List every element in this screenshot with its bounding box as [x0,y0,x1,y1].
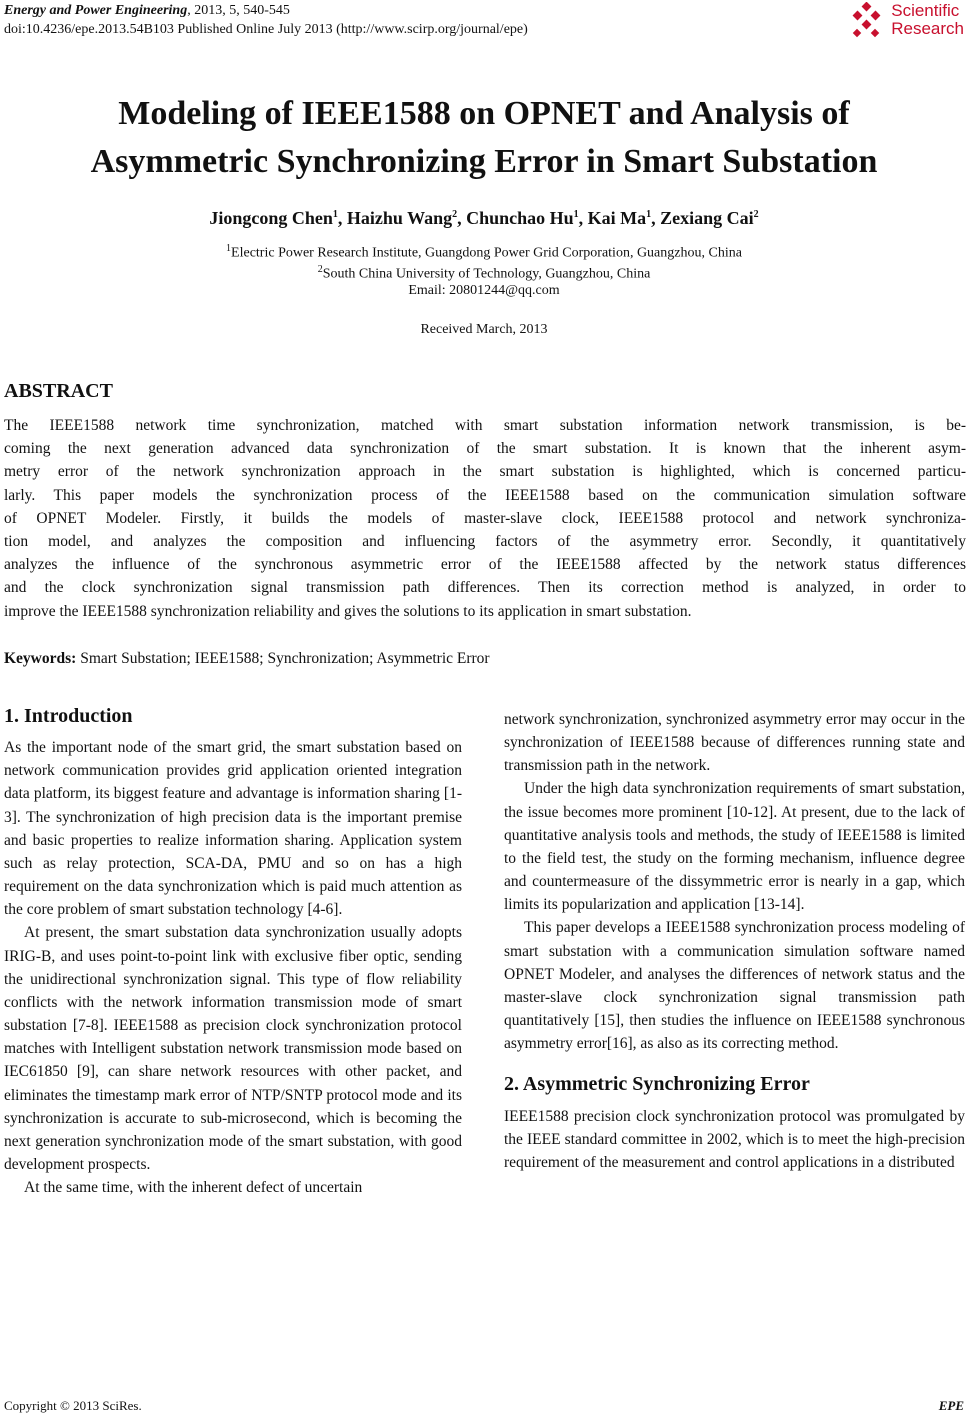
abstract-line: improve the IEEE1588 synchronization reliability and gives the solutions to its application in smart substation. [4,602,692,620]
paragraph: network synchronization, synchronized asymmetry error may occur in the synchronization of IEEE1588 because of differences running state and transmission path in the network. [504,711,965,775]
paragraph: At the same time, with the inherent defect of uncertain [24,1179,363,1197]
author: Jiongcong Chen$^1$ [209,208,338,228]
author: Zexiang Cai$^2$ [660,208,759,228]
doi-line: doi:10.4236/epe.2013.54B103 Published Online July 2013 (http://www.scirp.org/journal/epe) [4,22,528,37]
author: Kai Ma$^1$ [587,208,652,228]
author: Chunchao Hu$^1$ [466,208,579,228]
paper-title: Modeling of IEEE1588 on OPNET and Analysis of Asymmetric Synchronizing Error in Smart Substation [90,95,878,180]
journal-header [4,2,290,20]
paragraph: IEEE1588 precision clock synchronization protocol was promulgated by the IEEE standard committee in 2002, which is to meet the high-precision requirement of the measurement and control applications in a distributed [504,1107,965,1171]
logo-wordmark: Scientific Research [891,1,964,38]
author: Haizhu Wang$^2$ [346,208,458,228]
abstract-heading: ABSTRACT [4,380,113,402]
volume-info: , 2013, 5, 540-545 [187,3,290,18]
abstract-line: analyzes the influence of the synchronous asymmetric error of the IEEE1588 affected by the network status differences [4,556,966,574]
affiliation-1: $^1$Electric Power Research Institute, Guangdong Power Grid Corporation, Guangzhou, China [226,243,742,261]
abstract-line: of OPNET Modeler. Firstly, it builds the models of master-slave clock, IEEE1588 protocol and network synchroniza- [4,509,966,527]
left-column [4,705,462,1199]
keywords [4,650,490,668]
journal-name: Energy and Power Engineering [4,3,188,18]
section-heading-introduction: 1. Introduction [4,705,133,727]
author-list: Jiongcong Chen$^1$, Haizhu Wang$^2$, Chunchao Hu$^1$, Kai Ma$^1$, Zexiang Cai$^2$ [209,208,759,228]
abstract-line: coming the next generation advanced data synchronization of the smart substation. It is known that the inherent asym- [4,440,966,458]
section-heading-asymmetric-error: 2. Asymmetric Synchronizing Error [504,1073,810,1096]
abstract-line: larly. This paper models the synchronization process of the IEEE1588 based on the communication simulation software [4,486,966,504]
publisher-logo [849,2,964,40]
scientific-research-logo-icon [849,2,887,40]
affiliation-2: $^2$South China University of Technology, Guangzhou, China [317,264,651,282]
journal-abbr: EPE [938,1398,964,1413]
received-date: Received March, 2013 [420,322,548,337]
paragraph: Under the high data synchronization requirements of smart substation, the issue becomes more prominent [10-12]. At present, due to the lack of quantitative analysis tools and methods, the study of IEEE1588 is limited to the field test, the study on the forming mechanism, influence degree and countermeasure of the dissymmetric error is nearly in a gap, which limits its popularization and application [13-14]. [504,780,965,914]
abstract-line: tion model, and analyzes the composition and influencing factors of the asymmetry error. Secondly, it quantitatively [4,533,966,551]
abstract-line: The IEEE1588 network time synchronization, matched with smart substation information network transmission, is be- [4,417,966,434]
paragraph: As the important node of the smart grid, the smart substation based on network communication provides grid application oriented integration data platform, its biggest feature and advantage is information sharing [1-3]. The synchronization of high precision data is the important premise and basic properties to realize information sharing. Application system such as relay protection, SCA-DA, PMU and so on has a high requirement on the data synchronization which is paid much attention as the core problem of smart substation technology [4-6]. [4,739,462,919]
email: Email: 20801244@qq.com [408,283,560,298]
copyright: Copyright © 2013 SciRes. [4,1398,142,1413]
abstract-line: metry error of the network synchronization approach in the smart substation is highlighted, which is concerned particu- [4,463,966,481]
keywords-label: Keywords: [4,650,77,667]
paragraph: This paper develops a IEEE1588 synchronization process modeling of smart substation with a communication simulation software named OPNET Modeler, and analyses the differences of network status and the master-slave clock synchronization signal transmission path quantitatively [15], then studies the influence on IEEE1588 synchronous asymmetry error[16], as also as its correcting method. [504,919,965,1053]
keywords-text: Smart Substation; IEEE1588; Synchronization; Asymmetric Error [76,650,490,667]
paragraph: At present, the smart substation data synchronization usually adopts IRIG-B, and uses point-to-point link with exclusive fiber optic, sending the unidirectional synchronization signal. This type of flow reliability conflicts with the network information transmission mode of smart substation [7-8]. IEEE1588 as precision clock synchronization protocol matches with Intelligent substation network transmission mode based on IEC61850 [9], can share network resources with other packet, and eliminates the timestamp mark error of NTP/SNTP protocol mode and its synchronization is accurate to sub-microsecond, which is becoming the next generation synchronization mode of the smart substation, with good development prospects. [4,924,462,1173]
abstract-line: and the clock synchronization signal transmission path differences. Then its correction method is analyzed, in order to [4,579,966,597]
abstract-body [4,414,966,623]
right-column [504,708,965,1174]
